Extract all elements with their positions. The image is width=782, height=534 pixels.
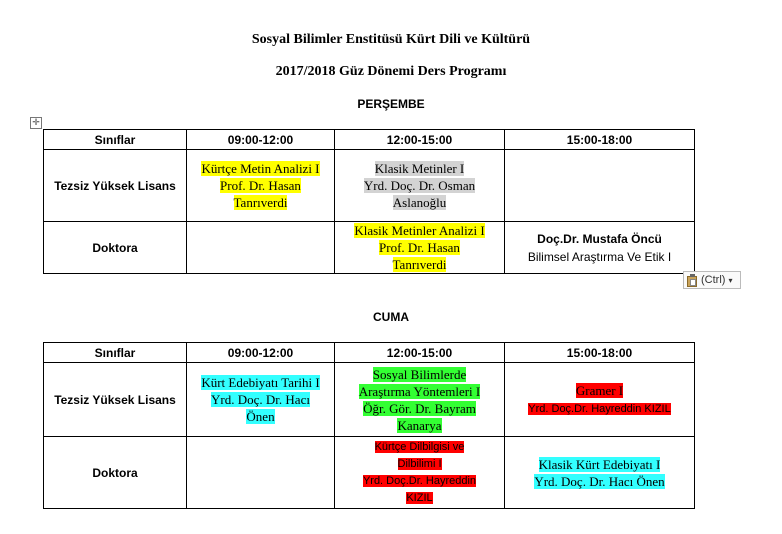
- header-cell: Sınıflar: [44, 343, 187, 363]
- instructor: Doç.Dr. Mustafa Öncü: [537, 231, 662, 246]
- instructor: Öğr. Gör. Dr. Bayram: [363, 400, 476, 416]
- course-name: Bilimsel Araştırma Ve Etik I: [527, 249, 672, 264]
- header-cell: 12:00-15:00: [335, 130, 505, 150]
- table-row: [44, 222, 695, 274]
- instructor: Yrd. Doç.Dr. Hayreddin KIZIL: [528, 402, 671, 415]
- instructor: Yrd. Doç.Dr. Hayreddin: [362, 474, 477, 487]
- instructor: Tanrıverdi: [392, 257, 447, 272]
- course-cell: [335, 363, 505, 437]
- course-name: Klasik Metinler I: [374, 161, 465, 176]
- document-title: Sosyal Bilimler Enstitüsü Kürt Dili ve Kültürü: [251, 32, 531, 47]
- chevron-down-icon: ▾: [728, 275, 733, 285]
- course-cell: [505, 437, 695, 509]
- course-name: Gramer I: [575, 382, 624, 398]
- row-label: Tezsiz Yüksek Lisans: [44, 363, 187, 437]
- instructor: Önen: [246, 409, 275, 424]
- course-name: Kürtçe Metin Analizi I: [201, 161, 320, 176]
- table-row: [44, 437, 695, 509]
- clipboard-icon: [687, 274, 698, 287]
- course-cell: [187, 150, 335, 222]
- header-cell: 12:00-15:00: [335, 343, 505, 363]
- document-subtitle: 2017/2018 Güz Dönemi Ders Programı: [275, 64, 507, 79]
- instructor: Yrd. Doç. Dr. Hacı Önen: [534, 473, 665, 489]
- course-cell: [505, 363, 695, 437]
- instructor: Kanarya: [397, 417, 442, 433]
- header-cell: 09:00-12:00: [187, 130, 335, 150]
- row-label: Tezsiz Yüksek Lisans: [44, 150, 187, 222]
- header-cell: 15:00-18:00: [505, 343, 695, 363]
- paste-options-label: (Ctrl): [701, 274, 726, 286]
- day-heading-friday: CUMA: [373, 310, 409, 324]
- table-row: [44, 150, 695, 222]
- thursday-schedule-table: [43, 129, 695, 274]
- instructor: Yrd. Doç. Dr. Hacı: [211, 392, 310, 407]
- course-cell: [335, 150, 505, 222]
- course-cell: [335, 222, 505, 274]
- course-cell: [335, 437, 505, 509]
- table-header-row: [44, 343, 695, 363]
- course-name: Araştırma Yöntemleri I: [358, 383, 481, 399]
- empty-cell: [505, 150, 695, 222]
- course-name: Sosyal Bilimlerde: [372, 366, 467, 382]
- table-move-handle-icon[interactable]: ✛: [30, 117, 42, 129]
- row-label: Doktora: [44, 222, 187, 274]
- course-name: Klasik Kürt Edebiyatı I: [538, 456, 661, 472]
- empty-cell: [187, 437, 335, 509]
- header-cell: 15:00-18:00: [505, 130, 695, 150]
- course-name: Dilbilimi I: [397, 457, 442, 470]
- instructor: KIZIL: [406, 491, 433, 504]
- header-cell: Sınıflar: [44, 130, 187, 150]
- table-header-row: [44, 130, 695, 150]
- row-label: Doktora: [44, 437, 187, 509]
- course-cell: [187, 363, 335, 437]
- course-name: Klasik Metinler Analizi I: [354, 223, 485, 238]
- table-row: [44, 363, 695, 437]
- instructor: Yrd. Doç. Dr. Osman: [363, 178, 476, 193]
- empty-cell: [187, 222, 335, 274]
- course-name: Kürt Edebiyatı Tarihi I: [201, 375, 320, 390]
- day-heading-thursday: PERŞEMBE: [357, 97, 425, 111]
- instructor: Aslanoğlu: [392, 195, 447, 210]
- course-name: Kürtçe Dilbilgisi ve: [374, 440, 465, 453]
- instructor: Prof. Dr. Hasan: [220, 178, 301, 193]
- friday-schedule-table: [43, 342, 695, 509]
- instructor: Tanrıverdi: [233, 195, 288, 210]
- paste-options-button[interactable]: [683, 271, 741, 289]
- instructor: Prof. Dr. Hasan: [379, 240, 460, 255]
- header-cell: 09:00-12:00: [187, 343, 335, 363]
- course-cell: [505, 222, 695, 274]
